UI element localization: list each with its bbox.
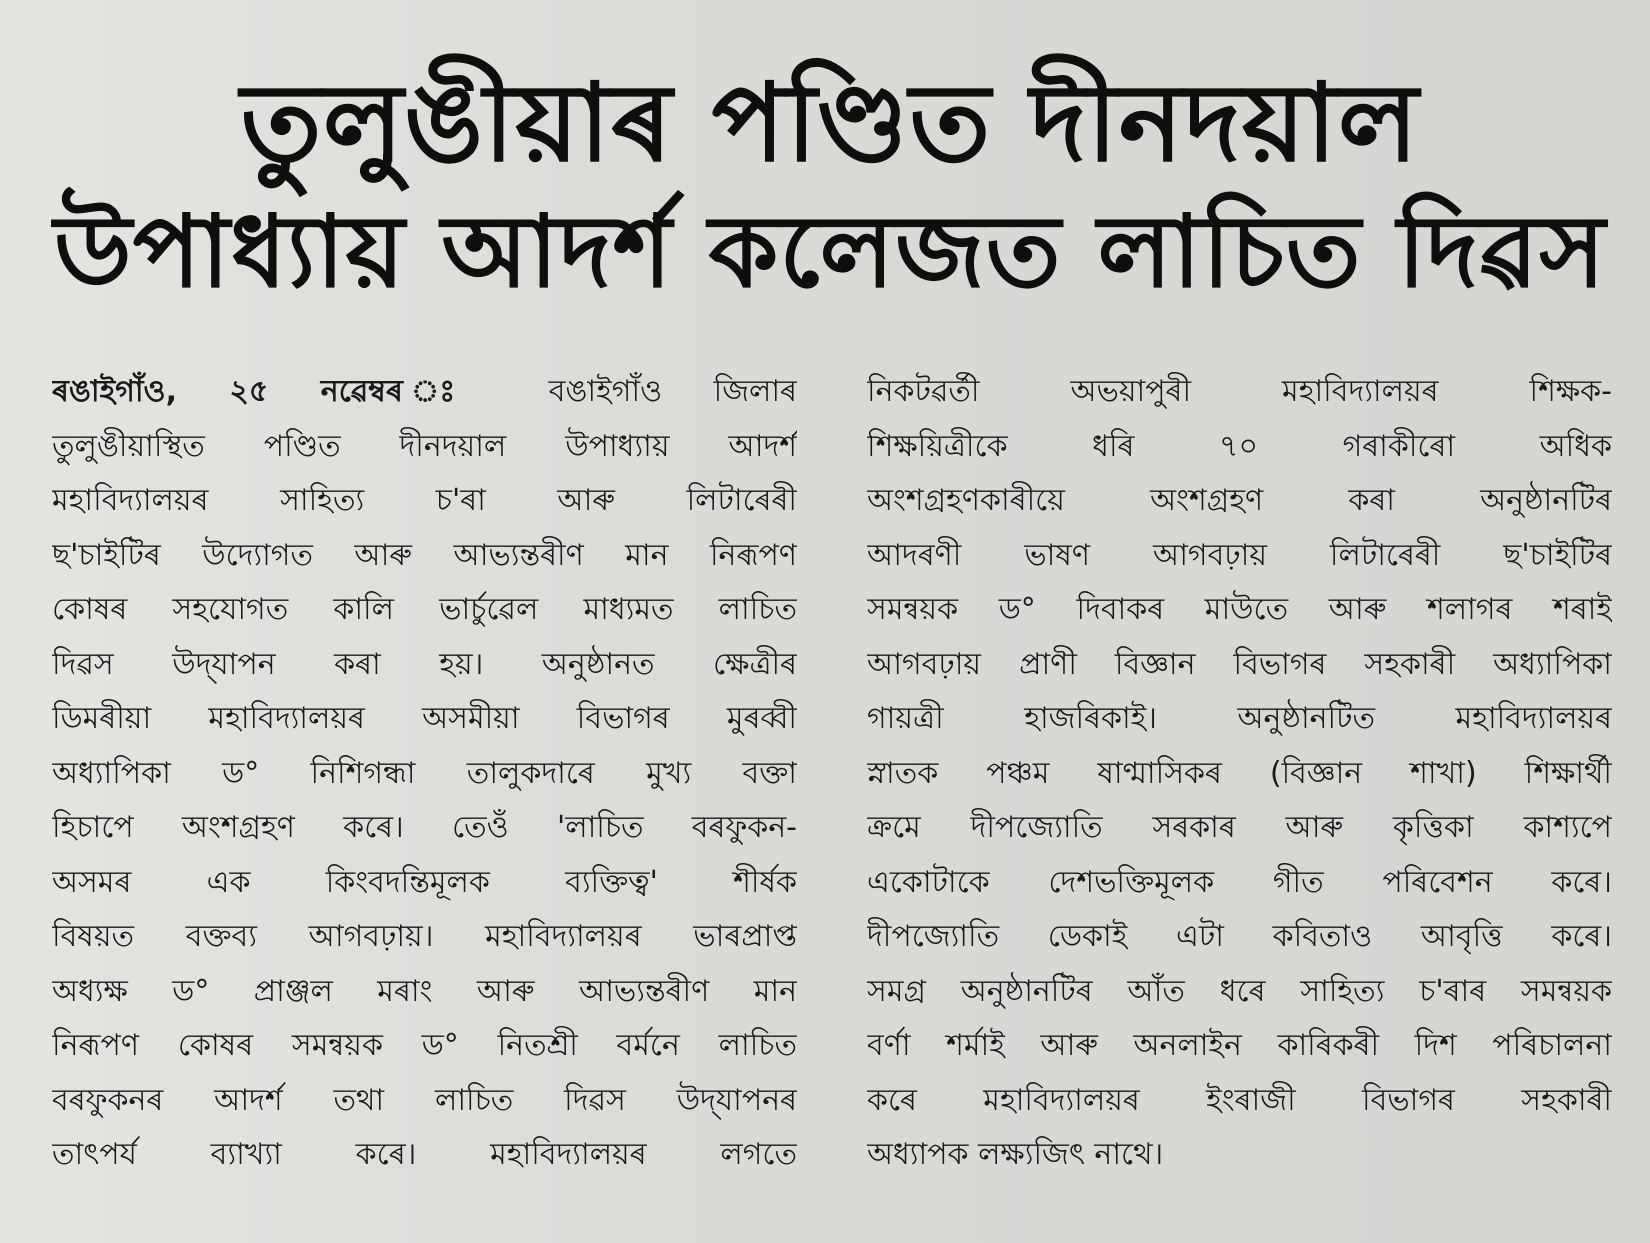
text-line: হিচাপে অংশগ্ৰহণ কৰে। তেওঁ 'লাচিত বৰফুকন- [52,810,797,845]
text-line: শিক্ষয়িত্ৰীকে ধৰি ৭০ গৰাকীৰো অধিক [867,428,1612,464]
text-line: সমন্বয়ক ড° দিবাকৰ মাউতে আৰু শলাগৰ শৰাই [867,592,1612,627]
text-line: মহাবিদ্যালয়ৰ সাহিত্য চ'ৰা আৰু লিটাৰেৰী [52,483,797,518]
text-line: অসমৰ এক কিংবদন্তিমূলক ব্যক্তিত্ব' শীৰ্ষক [52,864,797,900]
article-column-left [52,365,797,1215]
dateline: ৰঙাইগাঁও, ২৫ নৱেম্বৰ ঃ [52,374,498,409]
text-line: বিষয়ত বক্তব্য আগবঢ়ায়। মহাবিদ্যালয়ৰ ভাৰপ্ৰাপ্ত [52,919,797,954]
text-line: নিৰূপণ কোষৰ সমন্বয়ক ড° নিতশ্ৰী বৰ্মনে লাচিত [52,1028,797,1063]
text-line: একোটাকে দেশভক্তিমূলক গীত পৰিবেশন কৰে। [867,864,1612,900]
article-column-right [867,365,1612,1215]
text-line: কোষৰ সহযোগত কালি ভাৰ্চুৱেল মাধ্যমত লাচিত [52,592,797,627]
text-line: অংশগ্ৰহণকাৰীয়ে অংশগ্ৰহণ কৰা অনুষ্ঠানটিৰ [867,483,1612,518]
text-line: নিকটৱৰ্তী অভয়াপুৰী মহাবিদ্যালয়ৰ শিক্ষক- [867,374,1612,409]
text-line: আগবঢ়ায় প্ৰাণী বিজ্ঞান বিভাগৰ সহকাৰী অধ্যাপিকা [867,646,1612,682]
text-line: ডিমৰীয়া মহাবিদ্যালয়ৰ অসমীয়া বিভাগৰ মুৰব্বী [52,701,797,736]
text-line: সমগ্ৰ অনুষ্ঠানটিৰ আঁত ধৰে সাহিত্য চ'ৰাৰ সমন্বয়ক [867,973,1612,1009]
text-line: দীপজ্যোতি ডেকাই এটা কবিতাও আবৃত্তি কৰে। [867,919,1612,954]
text-line: গায়ত্ৰী হাজৰিকাই। অনুষ্ঠানটিত মহাবিদ্যালয়ৰ [867,701,1612,736]
text-line: কৰে মহাবিদ্যালয়ৰ ইংৰাজী বিভাগৰ সহকাৰী [867,1082,1612,1118]
headline-line-2: উপাধ্যায় আদৰ্শ কলেজত লাচিত দিৱস [53,193,1607,310]
text-fragment: বঙাইগাঁও জিলাৰ [548,374,797,409]
text-line: বৰ্ণা শৰ্মাই আৰু অনলাইন কাৰিকৰী দিশ পৰিচালনা [867,1028,1612,1063]
text-line: অধ্যাপিকা ড° নিশিগন্ধা তালুকদাৰে মুখ্য বক্তা [52,755,797,791]
text-line: অধ্যক্ষ ড° প্ৰাঞ্জল মৰাং আৰু আভ্যন্তৰীণ মান [52,973,797,1009]
text-line: ছ'চাইটিৰ উদ্যোগত আৰু আভ্যন্তৰীণ মান নিৰূপণ [52,537,797,573]
text-line: আদৰণী ভাষণ আগবঢ়ায় লিটাৰেৰী ছ'চাইটিৰ [867,537,1612,573]
text-line: তুলুঙীয়াস্থিত পণ্ডিত দীনদয়াল উপাধ্যায় আদৰ্শ [52,428,797,464]
headline [40,60,1620,316]
text-line: বৰফুকনৰ আদৰ্শ তথা লাচিত দিৱস উদ্‌যাপনৰ [52,1082,797,1118]
text-line: ক্ৰমে দীপজ্যোতি সৰকাৰ আৰু কৃত্তিকা কাশ্যপে [867,810,1612,845]
text-line: স্নাতক পঞ্চম ষাণ্মাসিকৰ (বিজ্ঞান শাখা) শিক্ষাৰ্থী [867,755,1612,791]
text-line: দিৱস উদ্‌যাপন কৰা হয়। অনুষ্ঠানত ক্ষেত্ৰীৰ [52,646,797,682]
text-line [52,365,797,420]
headline-line-1: তুলুঙীয়াৰ পণ্ডিত দীনদয়াল [240,61,1420,186]
text-line: অধ্যাপক লক্ষ্যজিৎ নাথে। [867,1137,1164,1172]
text-line: তাৎপৰ্য ব্যাখ্যা কৰে। মহাবিদ্যালয়ৰ লগতে [52,1137,797,1172]
article-body [52,365,1612,1215]
